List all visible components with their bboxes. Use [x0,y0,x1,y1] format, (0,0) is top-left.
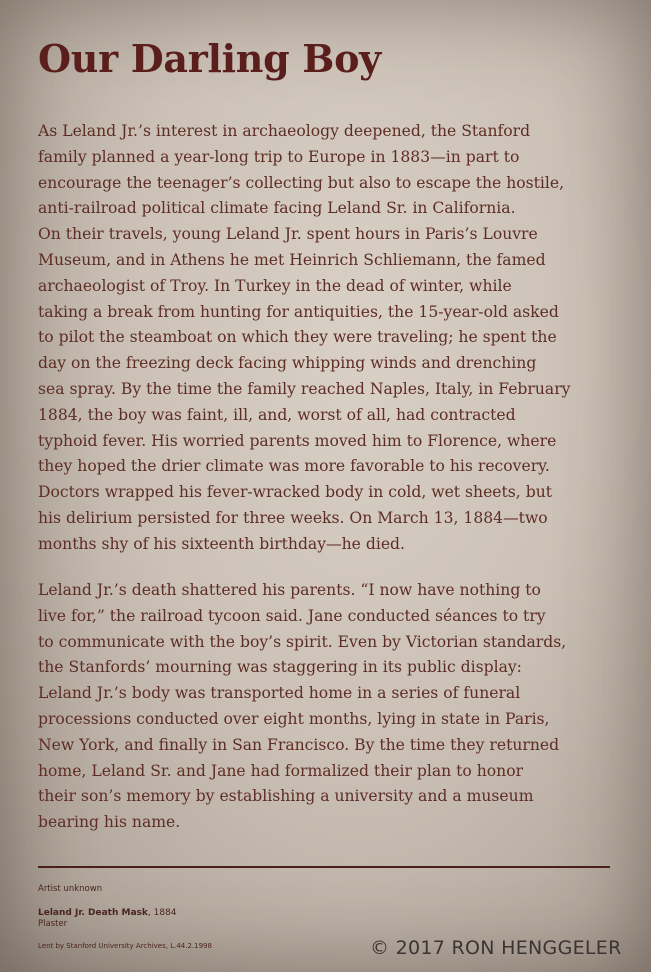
text-line: encourage the teenager’s collecting but also to escape the hostile, [38,173,565,192]
text-line: they hoped the drier climate was more favorable to his recovery. [38,457,550,476]
text-line: home, Leland Sr. and Jane had formalized their plan to honor [38,761,524,780]
text-line: their son’s memory by establishing a university and a museum [38,787,534,806]
body-paragraph-2 [38,578,638,836]
caption-material: Plaster [38,919,68,929]
text-line: Doctors wrapped his fever-wracked body in cold, wet sheets, but [38,483,553,502]
text-line: As Leland Jr.’s interest in archaeology deepened, the Stanford [38,122,531,140]
text-line: bearing his name. [38,813,181,832]
body-paragraph-1 [38,119,638,558]
divider-rule [38,866,610,868]
text-line: family planned a year-long trip to Europe in 1883—in part to [38,147,520,166]
text-line: On their travels, young Leland Jr. spent hours in Paris’s Louvre [38,225,538,244]
caption-object-title [38,908,177,918]
text-line: the Stanfords’ mourning was staggering in its public display: [38,658,522,677]
text-line: 1884, the boy was faint, ill, and, worst of all, had contracted [38,405,516,424]
text-line: day on the freezing deck facing whipping winds and drenching [38,354,537,373]
text-line: taking a break from hunting for antiquities, the 15-year-old asked [38,302,559,321]
copyright-watermark: © 2017 RON HENGGELER [370,937,622,959]
text-line: sea spray. By the time the family reached Naples, Italy, in February [38,379,571,398]
text-line: Leland Jr.’s death shattered his parents. “I now have nothing to [38,581,541,599]
text-line: archaeologist of Troy. In Turkey in the dead of winter, while [38,276,512,295]
text-line: Museum, and in Athens he met Heinrich Schliemann, the famed [38,250,546,269]
text-line: his delirium persisted for three weeks. On March 13, 1884—two [38,508,548,527]
caption-object-year: , 1884 [147,908,177,918]
caption-object-name: Leland Jr. Death Mask [38,908,148,918]
caption-credit: Lent by Stanford University Archives, L.44.2.1998 [38,942,212,950]
page-title: Our Darling Boy [38,36,381,81]
text-line: typhoid fever. His worried parents moved him to Florence, where [38,431,557,450]
caption-artist: Artist unknown [38,884,103,894]
text-line: processions conducted over eight months, lying in state in Paris, [38,709,550,728]
text-line: to communicate with the boy’s spirit. Even by Victorian standards, [38,632,567,651]
text-line: anti-railroad political climate facing Leland Sr. in California. [38,199,516,218]
text-line: Leland Jr.’s body was transported home in a series of funeral [38,684,521,703]
text-line: months shy of his sixteenth birthday—he died. [38,534,406,553]
text-line: to pilot the steamboat on which they were traveling; he spent the [38,328,557,347]
text-line: New York, and finally in San Francisco. By the time they returned [38,735,560,754]
text-line: live for,” the railroad tycoon said. Jane conducted séances to try [38,606,546,625]
